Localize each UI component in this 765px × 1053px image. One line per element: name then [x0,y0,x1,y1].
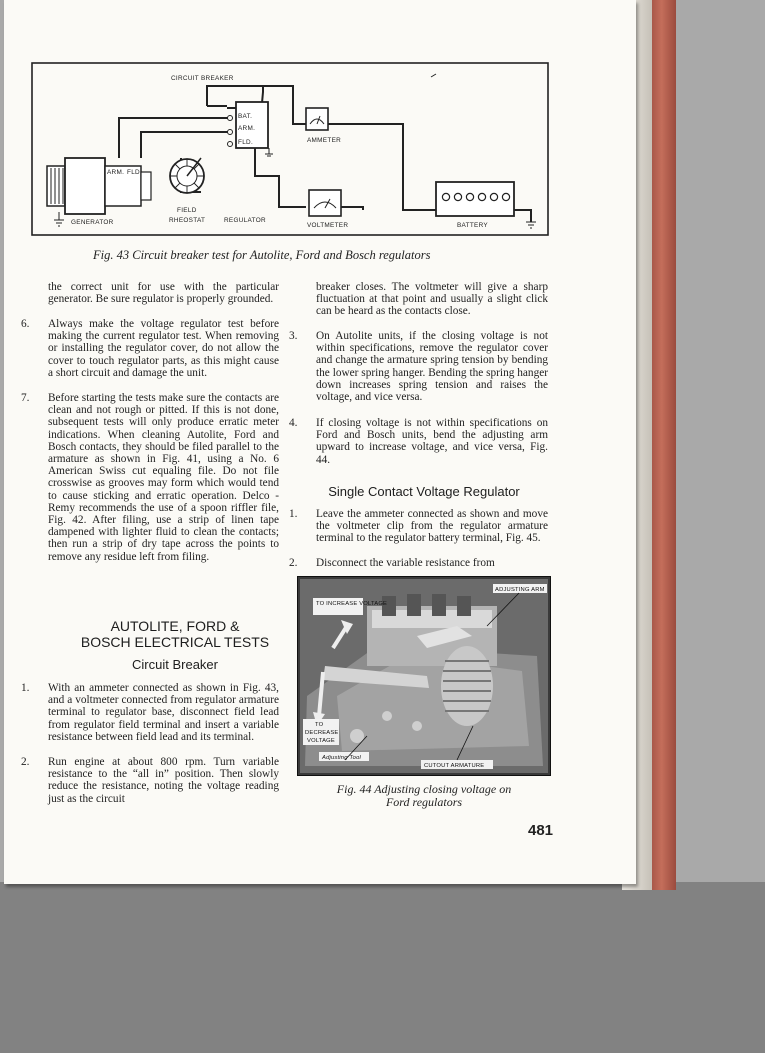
book-page [4,0,636,884]
label-ammeter: AMMETER [307,137,342,144]
label-battery: BATTERY [457,222,488,229]
step-text: Leave the ammeter connected as shown and move the voltmeter clip from the regulator armature terminal to the regulator battery terminal, Fig. 45. [316,508,548,545]
left-item-6 [21,318,279,379]
step-number: 1. [289,508,298,520]
label-cutout-armature: CUTOUT ARMATURE [424,763,485,769]
figure-44-caption-line-1: Fig. 44 Adjusting closing voltage on [336,782,512,796]
label-terminal-arm: ARM. [238,125,256,132]
book-cover-edge [652,0,676,890]
label-terminal-bat: BAT. [238,113,253,120]
item-text: If closing voltage is not within specifications on Ford and Bosch units, bend the adjusting arm upward to increase voltage, and vice versa, Fig. 44. [316,417,548,466]
right-step-2 [289,557,548,569]
item-number: 7. [21,392,30,404]
label-adjusting-tool: Adjusting Tool [322,755,362,761]
label-voltmeter: VOLTMETER [307,222,349,229]
step-text: With an ammeter connected as shown in Fig. 43, and a voltmeter connected from regulator armature terminal to regulator base, disconnect field lead from regulator field terminal and insert a variable resistance between field lead and its terminal. [48,682,279,743]
label-terminal-fld: FLD. [238,139,254,146]
figure-43-caption: Fig. 43 Circuit breaker test for Autolite, Ford and Bosch regulators [93,248,431,262]
right-step-1 [289,508,548,545]
scanner-bed [0,882,765,1053]
step-number: 2. [21,756,30,768]
page-number: 481 [528,822,554,839]
item-text: Before starting the tests make sure the contacts are clean and not rough or pitted. If this is not done, subsequent tests will only produce erratic meter indications. When cleaning Autolite, Ford and Bosch contacts, they should be filed parallel to the armature as shown in Fig. 41, using a No. 6 American Swiss cut equaling file. Do not file crosswise as grooves may form which would tend to cause sticking and erratic operation. Delco - Remy recommends the use of a spoon riffler file, Fig. 42. After filing, use a strip of linen tape dampened with lighter fluid to clean the contacts; then run a strip of dry tape across the points to remove any residue left from filing. [48,392,279,563]
section-heading-line-1: AUTOLITE, FORD & [110,618,240,634]
label-field: FIELD [177,207,197,214]
label-gen-arm: ARM. [107,169,125,176]
left-intro-paragraph: the correct unit for use with the particular generator. Be sure regulator is properly grounded. [48,281,279,306]
heading-single-contact-voltage-regulator: Single Contact Voltage Regulator [328,484,520,499]
label-to-increase-voltage: TO INCREASE VOLTAGE [316,601,388,607]
circuit-diagram-figure-43 [31,62,551,238]
sub-heading-circuit-breaker: Circuit Breaker [132,657,218,672]
step-number: 1. [21,682,30,694]
label-regulator: REGULATOR [224,217,266,224]
item-text: On Autolite units, if the closing voltage is not within specifications, remove the regulator cover and change the armature spring tension by bending the lower spring hanger. Bending the spring hanger down increases spring tension and raises the voltage, and vice versa. [316,330,548,404]
right-item-4 [289,417,548,466]
figure-44-caption-line-2: Ford regulators [385,795,463,809]
label-adjusting-arm: ADJUSTING ARM [495,587,545,593]
regulator-photo-figure-44 [297,576,551,776]
figure-44-caption [304,783,544,809]
item-number: 3. [289,330,298,342]
label-generator: GENERATOR [71,219,114,226]
item-text: Always make the voltage regulator test before making the current regulator test. When removing or installing the regulator cover, do not allow the cover to touch regulator parts, as this might cause a short circuit and damage the unit. [48,318,279,379]
item-number: 6. [21,318,30,330]
label-to: TO [315,722,324,728]
step-text: Disconnect the variable resistance from [316,557,495,569]
label-decrease: DECREASE [305,730,339,736]
section-heading [60,618,290,650]
item-number: 4. [289,417,298,429]
section-heading-line-2: BOSCH ELECTRICAL TESTS [80,634,270,650]
label-circuit-breaker: CIRCUIT BREAKER [171,75,234,82]
step-number: 2. [289,557,298,569]
right-intro-paragraph: breaker closes. The voltmeter will give a sharp fluctuation at that point and usually a slight click can be heard as the contacts close. [316,281,548,318]
right-item-3 [289,330,548,404]
left-step-1 [21,682,279,743]
label-gen-fld: FLD. [127,169,143,176]
label-voltage: VOLTAGE [307,738,335,744]
label-rheostat: RHEOSTAT [169,217,206,224]
left-item-7 [21,392,279,563]
left-step-2 [21,756,279,805]
step-text: Run engine at about 800 rpm. Turn variable resistance to the “all in” position. Then slowly reduce the resistance, noting the voltage reading just as the circuit [48,756,279,805]
